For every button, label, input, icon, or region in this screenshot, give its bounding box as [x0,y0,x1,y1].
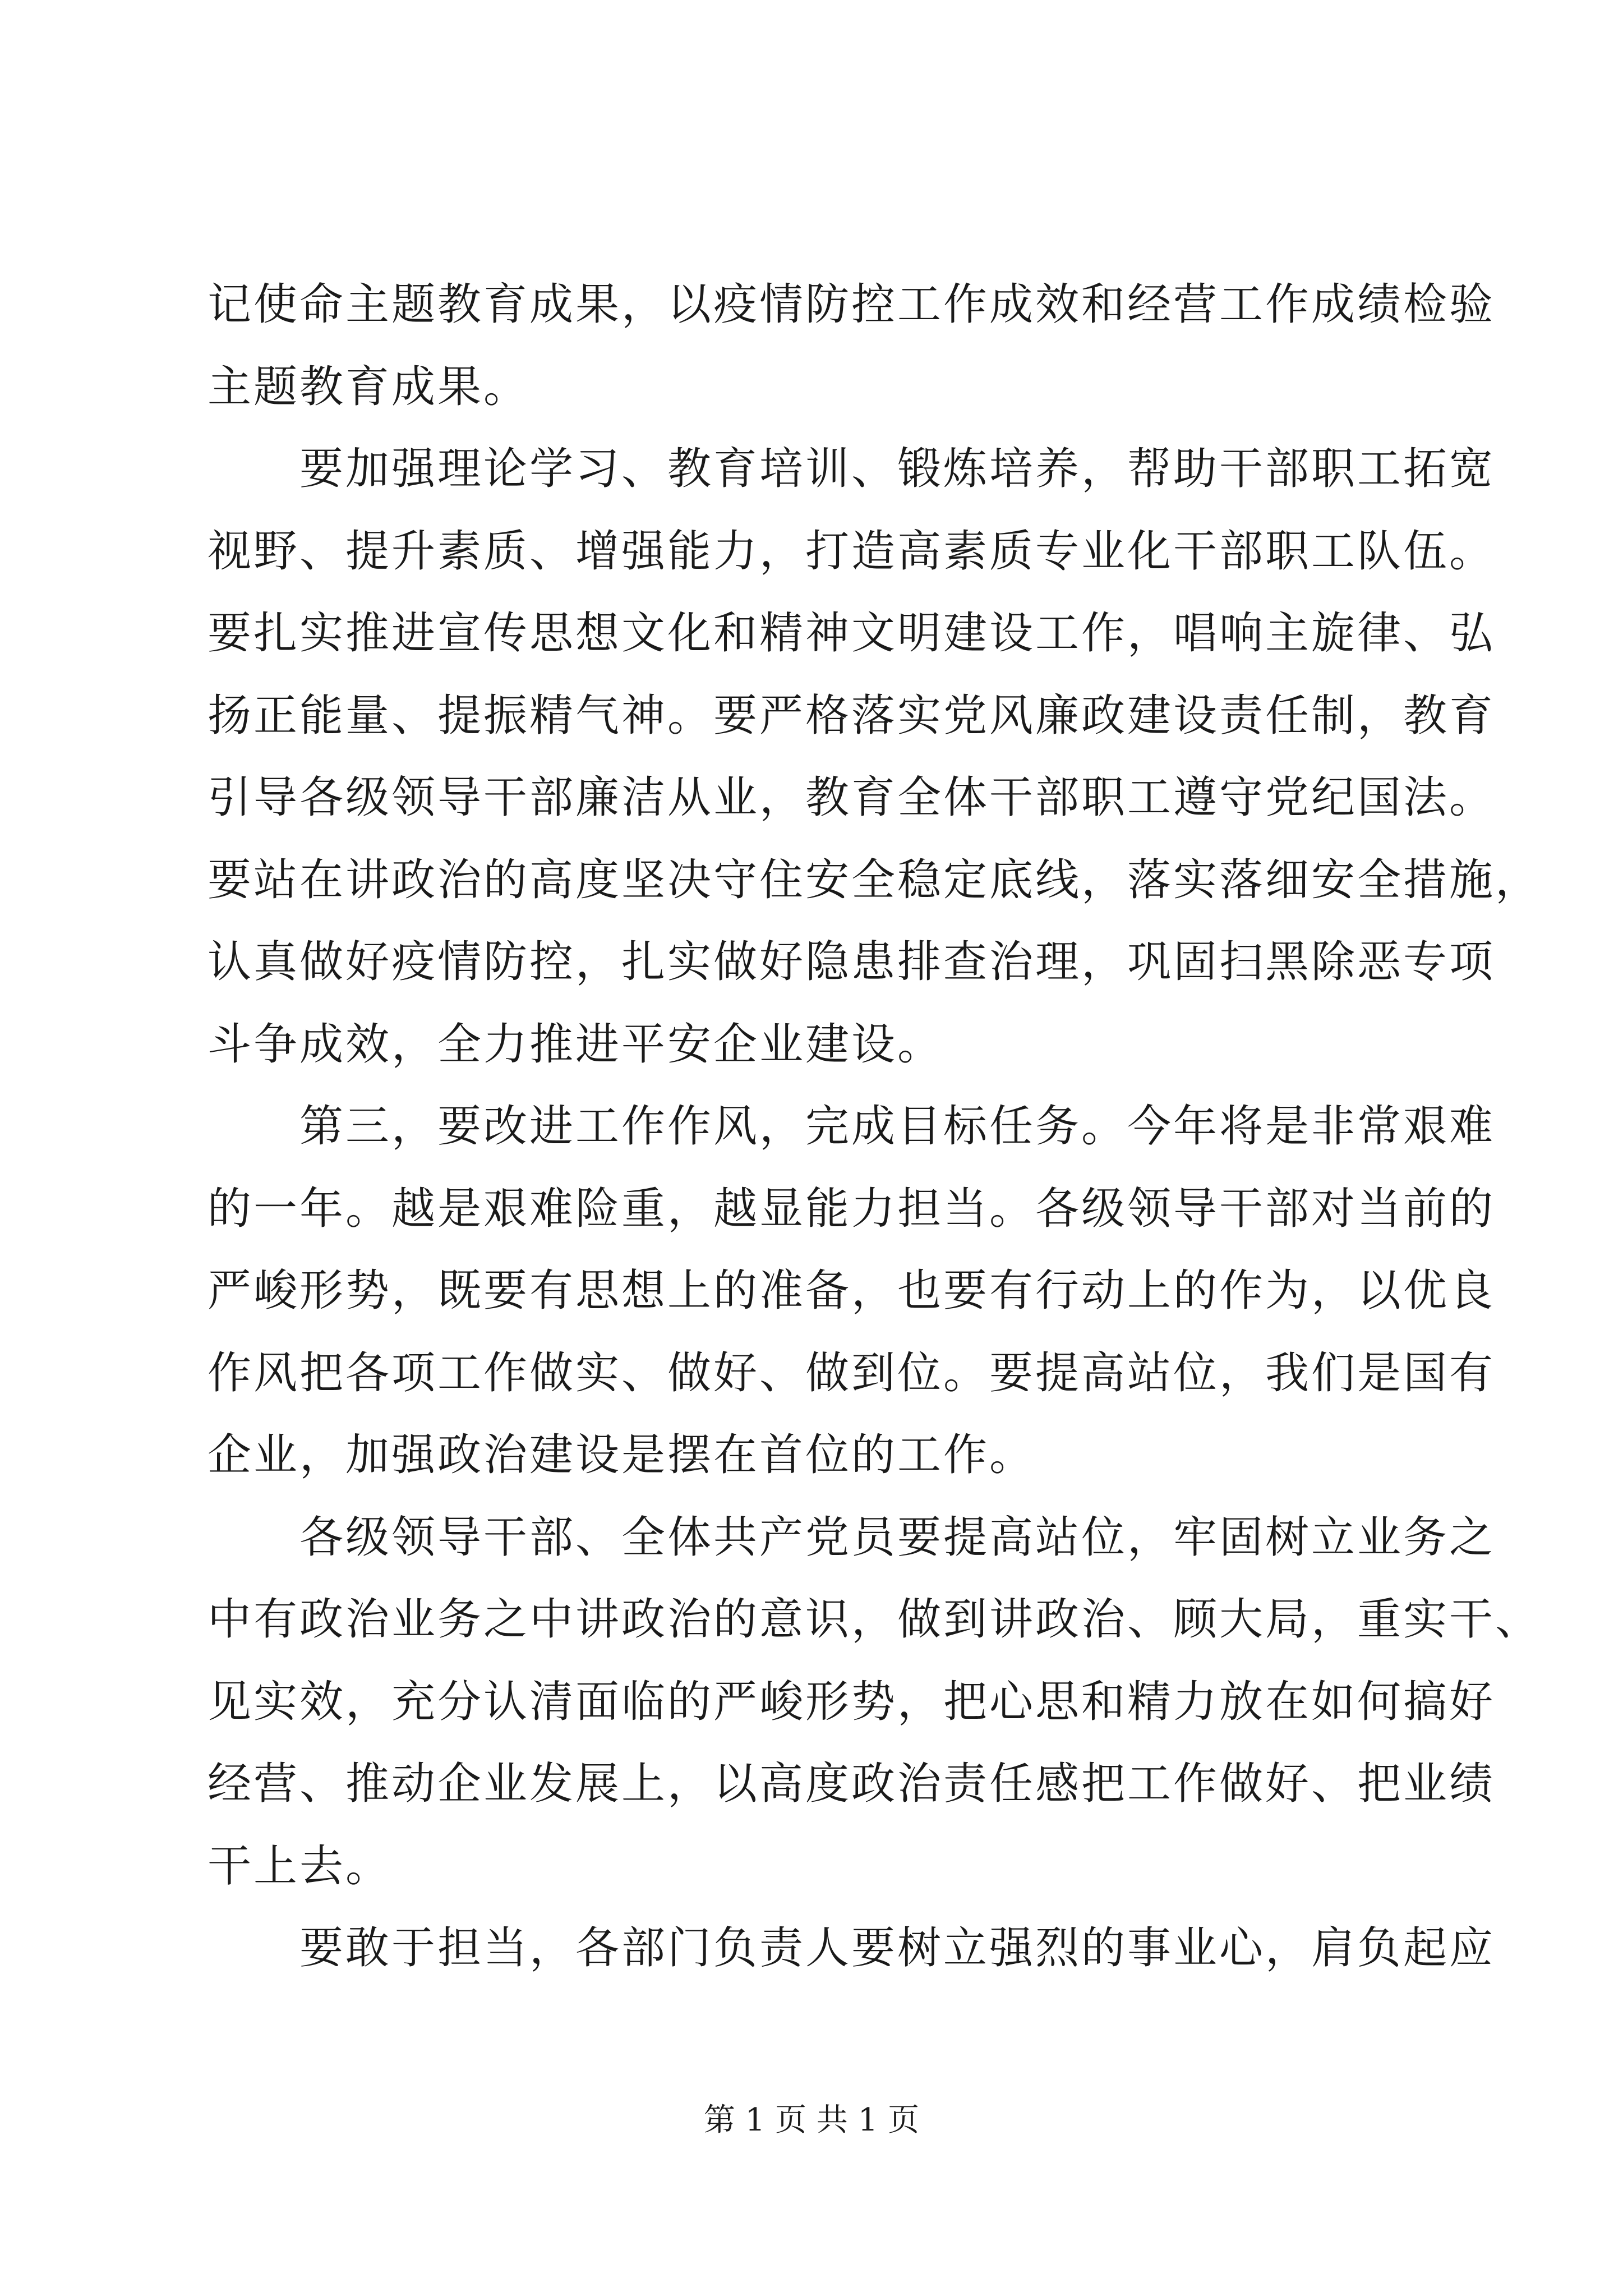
text-line: 经营、推动企业发展上，以高度政治责任感把工作做好、把业绩 [208,1759,1496,1809]
text-line: 中有政治业务之中讲政治的意识，做到讲政治、顾大局，重实干、 [208,1594,1542,1645]
text-line: 记使命主题教育成果，以疫情防控工作成效和经营工作成绩检验 [208,279,1496,330]
text-line: 要站在讲政治的高度坚决守住安全稳定底线，落实落细安全措施， [208,854,1542,905]
text-line: 视野、提升素质、增强能力，打造高素质专业化干部职工队伍。 [208,526,1496,577]
text-line: 干上去。 [208,1841,392,1892]
text-line: 作风把各项工作做实、做好、做到位。要提高站位，我们是国有 [208,1347,1496,1398]
text-line: 引导各级领导干部廉洁从业，教育全体干部职工遵守党纪国法。 [208,772,1496,823]
text-line: 主题教育成果。 [208,361,530,412]
text-line: 见实效，充分认清面临的严峻形势，把心思和精力放在如何搞好 [208,1676,1496,1727]
page-footer [0,2095,1623,2140]
text-line: 的一年。越是艰难险重，越显能力担当。各级领导干部对当前的 [208,1183,1496,1234]
text-line: 企业，加强政治建设是摆在首位的工作。 [208,1430,1036,1480]
page-number-label: 第 1 页 共 1 页 [703,2102,920,2138]
text-line: 扬正能量、提振精气神。要严格落实党风廉政建设责任制，教育 [208,690,1496,741]
paragraph-first-line: 第三，要改进工作作风，完成目标任务。今年将是非常艰难 [299,1101,1496,1152]
text-line: 严峻形势，既要有思想上的准备，也要有行动上的作为，以优良 [208,1266,1496,1316]
text-line: 认真做好疫情防控，扎实做好隐患排查治理，巩固扫黑除恶专项 [208,937,1496,987]
paragraph-first-line: 要敢于担当，各部门负责人要树立强烈的事业心，肩负起应 [299,1923,1496,1973]
text-line: 要扎实推进宣传思想文化和精神文明建设工作，唱响主旋律、弘 [208,608,1496,659]
document-body [208,264,1542,1990]
paragraph-first-line: 要加强理论学习、教育培训、锻炼培养，帮助干部职工拓宽 [299,444,1496,494]
text-line: 斗争成效，全力推进平安企业建设。 [208,1019,944,1070]
paragraph-first-line: 各级领导干部、全体共产党员要提高站位，牢固树立业务之 [299,1512,1496,1563]
